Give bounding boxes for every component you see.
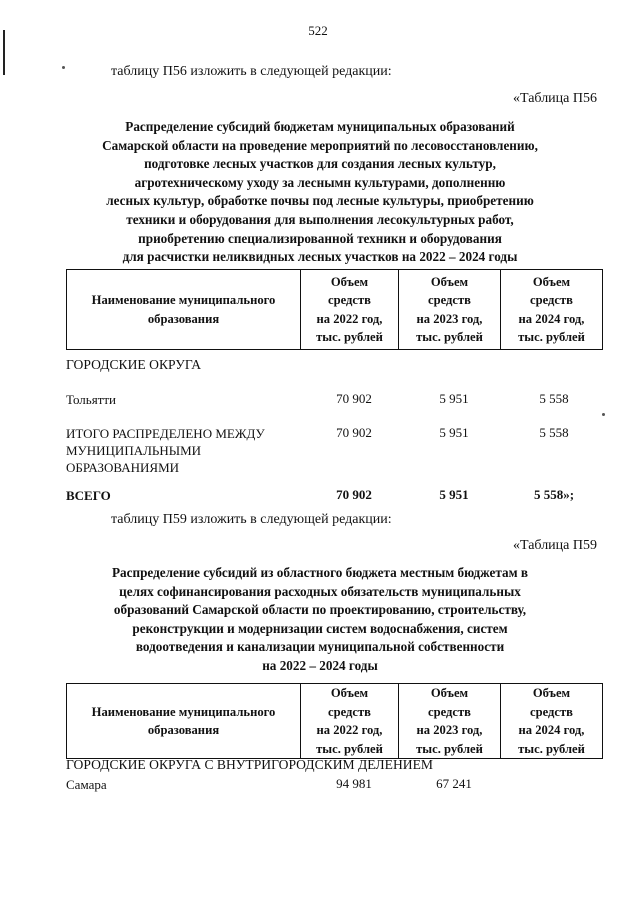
title-line: водоотведения и канализации муниципальной собственности	[135, 639, 505, 655]
total-2023: 5 951	[439, 487, 469, 502]
scan-speck	[602, 413, 605, 416]
total-label: ВСЕГО	[66, 488, 111, 503]
amendment-intro-p56: таблицу П56 изложить в следующей редакции:	[111, 64, 392, 79]
subtotal-label: ИТОГО РАСПРЕДЕЛЕНО МЕЖДУ МУНИЦИПАЛЬНЫМИ ОБРАЗОВАНИЯМИ	[66, 426, 265, 475]
page-number: 522	[308, 23, 328, 38]
title-line: Распределение субсидий из областного бюджета местным бюджетам в	[112, 565, 528, 580]
subtotal-2024: 5 558	[539, 425, 569, 440]
row-2023: 67 241	[436, 776, 472, 791]
section-city-districts-inner-division: ГОРОДСКИЕ ОКРУГА С ВНУТРИГОРОДСКИМ ДЕЛЕНИЕМ	[66, 757, 433, 772]
subtotal-2023: 5 951	[439, 425, 469, 440]
header-2024: Объем средств на 2024 год, тыс. рублей	[501, 270, 603, 350]
row-2022: 94 981	[336, 776, 372, 791]
title-line: агротехническому уходу за леснымн культурами, дополненню	[134, 174, 506, 190]
row-2024: 5 558	[539, 391, 569, 406]
header-2024: Объем средств на 2024 год, тыс. рублей	[501, 684, 603, 759]
header-2023: Объем средств на 2023 год, тыс. рублей	[399, 270, 501, 350]
header-2022: Объем средств на 2022 год, тыс. рублей	[301, 270, 399, 350]
row-2023: 5 951	[439, 391, 469, 406]
title-line: реконструкции и модернизации систем водоснабжения, систем	[132, 620, 508, 636]
title-line: техники и оборудования для выполнения лесокультурных работ,	[126, 211, 514, 227]
scan-speck	[62, 66, 65, 69]
total-2024: 5 558»;	[533, 487, 575, 502]
row-2022: 70 902	[336, 391, 372, 406]
title-line: Распределение субсидий бюджетам муниципальных образований	[125, 119, 515, 134]
table-title-p59	[60, 564, 580, 676]
header-municipality: Наименование муниципального образования	[67, 684, 301, 759]
total-2022: 70 902	[336, 487, 372, 502]
title-line: приобретению специализированной техникн и оборудования	[138, 230, 502, 246]
row-name: Тольятти	[66, 392, 117, 407]
title-line: подготовке лесных участков для создания лесных культур,	[144, 156, 496, 172]
table-header-p56	[66, 269, 603, 350]
subtotal-2022: 70 902	[336, 425, 372, 440]
header-municipality: Наименование муниципального образования	[67, 270, 301, 350]
row-name: Самара	[66, 777, 107, 792]
title-line: Самарской области на проведение мероприятий по лесовосстановлению,	[102, 137, 538, 153]
header-2022: Объем средств на 2022 год, тыс. рублей	[301, 684, 399, 759]
section-city-districts: ГОРОДСКИЕ ОКРУГА	[66, 357, 202, 372]
title-line: для расчистки неликвидных лесных участков на 2022 – 2024 годы	[122, 249, 518, 265]
table-header-p59	[66, 683, 603, 759]
table-reference-p59: «Таблица П59	[513, 538, 597, 553]
table-reference-p56: «Таблица П56	[513, 91, 597, 106]
title-line: на 2022 – 2024 годы	[262, 657, 378, 673]
amendment-intro-p59: таблицу П59 изложить в следующей редакции:	[111, 512, 392, 527]
header-2023: Объем средств на 2023 год, тыс. рублей	[399, 684, 501, 759]
title-line: лесных культур, обработке почвы под лесные культуры, приобретению	[106, 193, 534, 209]
title-line: целях софинансирования расходных обязательств муниципальных	[119, 583, 521, 599]
title-line: образований Самарской области по проектированию, строительству,	[113, 602, 527, 618]
table-title-p56	[60, 118, 580, 267]
